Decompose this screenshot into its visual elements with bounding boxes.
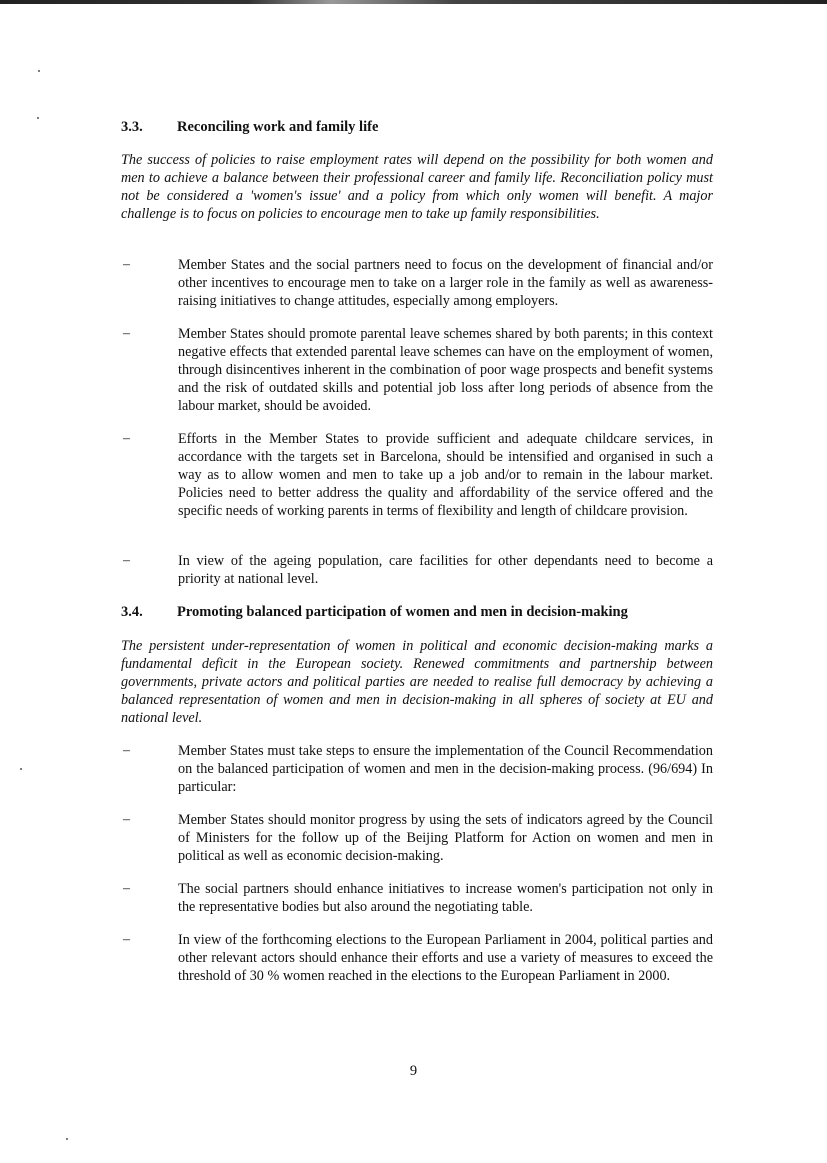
- list-item-text: The social partners should enhance initiatives to increase women's participation not only in the representative bodies but also around the negotiating table.: [178, 881, 713, 915]
- list-item-text: Member States should monitor progress by using the sets of indicators agreed by the Council of Ministers for the follow up of the Beijing Platform for Action on women and men in political as well as economic decision-making.: [178, 812, 713, 864]
- bullet-dash: –: [123, 431, 130, 446]
- bullet-dash: –: [123, 553, 130, 568]
- list-item-text: In view of the forthcoming elections to the European Parliament in 2004, political parties and other relevant actors should enhance their efforts and use a variety of measures to exceed the threshold of 30 % women reached in the elections to the European Parliament in 2000.: [178, 932, 713, 984]
- list-item-text: Efforts in the Member States to provide sufficient and adequate childcare services, in accordance with the targets set in Barcelona, should be intensified and organised in such a way as to allow women and men to take up a job and/or to remain in the labour market. Policies need to better address the quality and affordability of the service offered and the specific needs of working parents in terms of flexibility and length of childcare provision.: [178, 431, 713, 519]
- section-number: 3.4.: [121, 604, 143, 620]
- bullet-dash: –: [123, 881, 130, 896]
- section-heading: [121, 603, 721, 621]
- scan-speck: [66, 1138, 68, 1140]
- page-number: 9: [409, 1063, 418, 1079]
- scan-speck: [38, 70, 40, 72]
- bullet-dash: –: [123, 812, 130, 827]
- bullet-dash: –: [123, 743, 130, 758]
- scan-speck: [20, 768, 22, 770]
- scan-speck: [37, 117, 39, 119]
- list-item-text: In view of the ageing population, care facilities for other dependants need to become a priority at national level.: [178, 553, 713, 587]
- list-item-text: Member States must take steps to ensure the implementation of the Council Recommendation on the balanced participation of women and men in the decision-making process. (96/694) In particular:: [178, 743, 713, 795]
- section-title: Promoting balanced participation of women and men in decision-making: [177, 604, 628, 620]
- bullet-dash: –: [123, 326, 130, 341]
- section-number: 3.3.: [121, 119, 143, 135]
- section-heading: [121, 118, 721, 136]
- section-intro: The persistent under-representation of women in political and economic decision-making marks a fundamental deficit in the European society. Renewed commitments and partnership between governments, private actors and political parties are needed to realise full democracy by achieving a balanced representation of women and men in decision-making in all spheres of society at EU and national level.: [121, 638, 713, 726]
- section-title: Reconciling work and family life: [177, 119, 379, 135]
- list-item-text: Member States and the social partners need to focus on the development of financial and/or other incentives to encourage men to take on a larger role in the family as well as awareness-raising initiatives to change attitudes, especially among employers.: [178, 257, 713, 309]
- section-intro: The success of policies to raise employment rates will depend on the possibility for both women and men to achieve a balance between their professional career and family life. Reconciliation policy must not be considered a 'women's issue' and a policy from which only women will benefit. A major challenge is to focus on policies to encourage men to take up family responsibilities.: [121, 152, 713, 222]
- list-item-text: Member States should promote parental leave schemes shared by both parents; in this context negative effects that extended parental leave schemes can have on the employment of women, through disincentives inherent in the combination of poor wage prospects and benefit systems and the risk of outdated skills and potential job loss after long periods of absence from the labour market, should be avoided.: [178, 326, 713, 414]
- bullet-dash: –: [123, 257, 130, 272]
- bullet-dash: –: [123, 932, 130, 947]
